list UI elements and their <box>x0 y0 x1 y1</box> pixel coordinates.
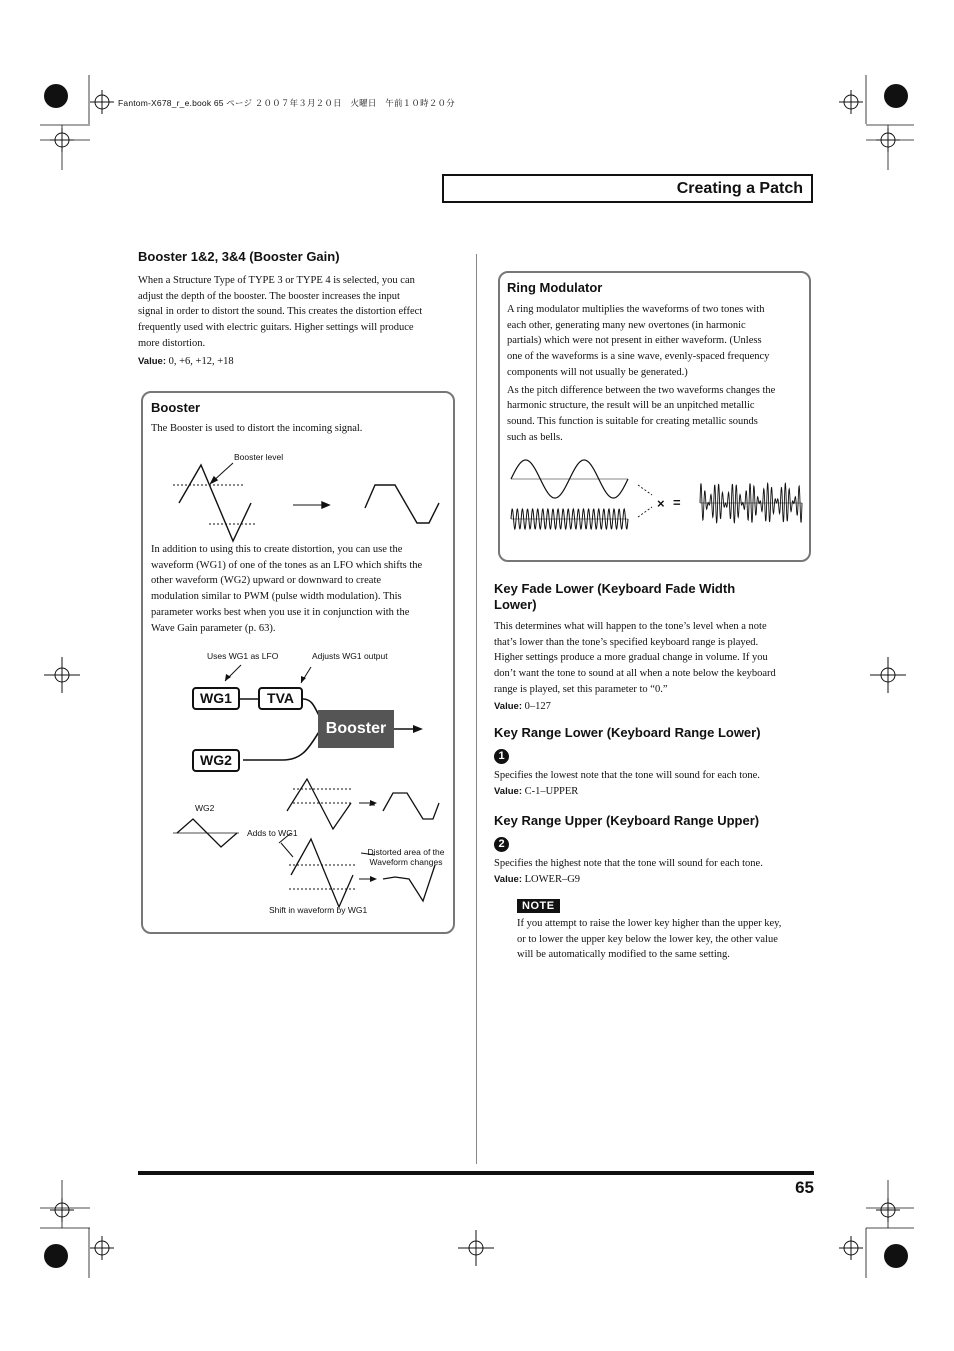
body-line: other waveform (WG2) upward or downward to create <box>151 575 382 587</box>
body-line: As the pitch difference between the two waveforms changes the <box>507 384 776 396</box>
body-line: don’t want the tone to sound at all when a note below the keyboard <box>494 668 776 680</box>
adds-to-wg1-label: Adds to WG1 <box>247 828 298 838</box>
body-line: partials) which were not present in either waveform. (Unless <box>507 335 762 347</box>
body-line: signal in order to distort the sound. This creates the distortion effect <box>138 306 423 318</box>
section-title-box <box>442 174 813 203</box>
marker-1-icon: 1 <box>494 749 509 764</box>
body-line: adjust the depth of the booster. The booster increases the input <box>138 290 400 302</box>
key-range-lower-value <box>494 784 814 799</box>
wg2-small-label: WG2 <box>195 803 215 813</box>
body-line: frequently used with electric guitars. Higher settings will produce <box>138 322 414 334</box>
body-line: Higher settings produce a more gradual change in volume. If you <box>494 652 768 664</box>
tva-block: TVA <box>258 687 303 710</box>
wg2-block: WG2 <box>192 749 240 772</box>
booster-panel-title: Booster <box>151 400 201 415</box>
body-line: each other, generating many new overtones (in harmonic <box>507 319 746 331</box>
note-line: If you attempt to raise the lower key higher than the upper key, <box>517 918 782 929</box>
body-line: such as bells. <box>507 431 563 443</box>
key-range-lower-section <box>494 725 814 799</box>
body-line: that’s lower than the tone’s specified keyboard range is played. <box>494 636 759 648</box>
value-label: Value: <box>138 355 166 367</box>
body-line: waveform (WG1) of one of the tones as an LFO which shifts the <box>151 559 423 571</box>
note-badge: NOTE <box>517 899 560 913</box>
times-symbol: × <box>657 496 665 511</box>
body-line: more distortion. <box>138 337 206 349</box>
ring-modulator-title: Ring Modulator <box>507 280 603 295</box>
value-text: LOWER–G9 <box>524 873 581 885</box>
distorted-line-1: Distorted area of the <box>367 847 445 857</box>
key-range-lower-text: Specifies the lowest note that the tone will sound for each tone. <box>494 770 760 781</box>
footer-rule <box>138 1171 814 1175</box>
booster-gain-heading: Booster 1&2, 3&4 (Booster Gain) <box>138 249 340 264</box>
value-text: 0, +6, +12, +18 <box>168 355 234 367</box>
body-line: Wave Gain parameter (p. 63). <box>151 622 276 634</box>
key-range-lower-heading: Key Range Lower (Keyboard Range Lower) <box>494 725 761 740</box>
value-label: Value: <box>494 873 522 885</box>
note-line: will be automatically modified to the same setting. <box>517 949 730 961</box>
booster-gain-section <box>138 249 458 369</box>
booster-routing-diagram <box>143 643 457 923</box>
section-title: Creating a Patch <box>676 180 803 197</box>
adjusts-output-label: Adjusts WG1 output <box>312 651 388 661</box>
marker-2-icon: 2 <box>494 837 509 852</box>
booster-level-diagram <box>143 393 457 553</box>
value-text: C-1–UPPER <box>524 785 579 797</box>
booster-panel <box>141 391 455 934</box>
key-range-upper-heading: Key Range Upper (Keyboard Range Upper) <box>494 813 760 828</box>
body-line: range is played, set this parameter to “0.” <box>494 683 668 695</box>
equals-symbol: = <box>673 495 681 510</box>
body-line: sound. This function is suitable for creating metallic sounds <box>507 415 758 427</box>
key-range-upper-value <box>494 872 814 887</box>
body-line: components will not usually be generated.) <box>507 366 688 378</box>
value-label: Value: <box>494 785 522 797</box>
key-range-upper-text: Specifies the highest note that the tone will sound for each tone. <box>494 858 763 869</box>
body-line: harmonic structure, the result will be an unpitched metallic <box>507 400 755 412</box>
key-fade-value <box>494 699 814 714</box>
booster-level-label: Booster level <box>234 452 284 462</box>
body-line: When a Structure Type of TYPE 3 or TYPE 4 is selected, you can <box>138 275 415 286</box>
key-fade-heading-1: Key Fade Lower (Keyboard Fade Width <box>494 581 736 596</box>
note-block <box>517 896 817 963</box>
distorted-area-label <box>358 847 454 867</box>
key-fade-section <box>494 581 814 714</box>
note-line: or to lower the upper key below the lower key, the other value <box>517 933 778 945</box>
print-header: Fantom-X678_r_e.book 65 ページ ２００７年３月２０日 火曜日 午前１０時２０分 <box>118 98 455 108</box>
distorted-line-2: Waveform changes <box>369 857 443 867</box>
body-line: one of the waveforms is a sine wave, evenly-spaced frequency <box>507 351 770 363</box>
ring-modulator-diagram <box>500 453 810 553</box>
column-divider <box>476 254 477 1164</box>
booster-gain-value <box>138 354 458 369</box>
body-line: modulation similar to PWM (pulse width modulation). This <box>151 591 402 603</box>
booster-intro: The Booster is used to distort the incoming signal. <box>151 423 363 434</box>
ring-modulator-panel <box>498 271 811 562</box>
wg1-block: WG1 <box>192 687 240 710</box>
page-number: 65 <box>795 1178 814 1197</box>
key-fade-heading-2: Lower) <box>494 597 537 612</box>
body-line: In addition to using this to create distortion, you can use the <box>151 544 403 555</box>
body-line: This determines what will happen to the tone’s level when a note <box>494 621 767 632</box>
shift-label: Shift in waveform by WG1 <box>269 905 368 915</box>
value-text: 0–127 <box>524 700 551 712</box>
uses-lfo-label: Uses WG1 as LFO <box>207 651 279 661</box>
booster-block: Booster <box>318 710 394 748</box>
body-line: parameter works best when you use it in conjunction with the <box>151 606 410 618</box>
body-line: A ring modulator multiplies the waveforms of two tones with <box>507 304 765 315</box>
key-range-upper-section <box>494 813 814 887</box>
value-label: Value: <box>494 700 522 712</box>
